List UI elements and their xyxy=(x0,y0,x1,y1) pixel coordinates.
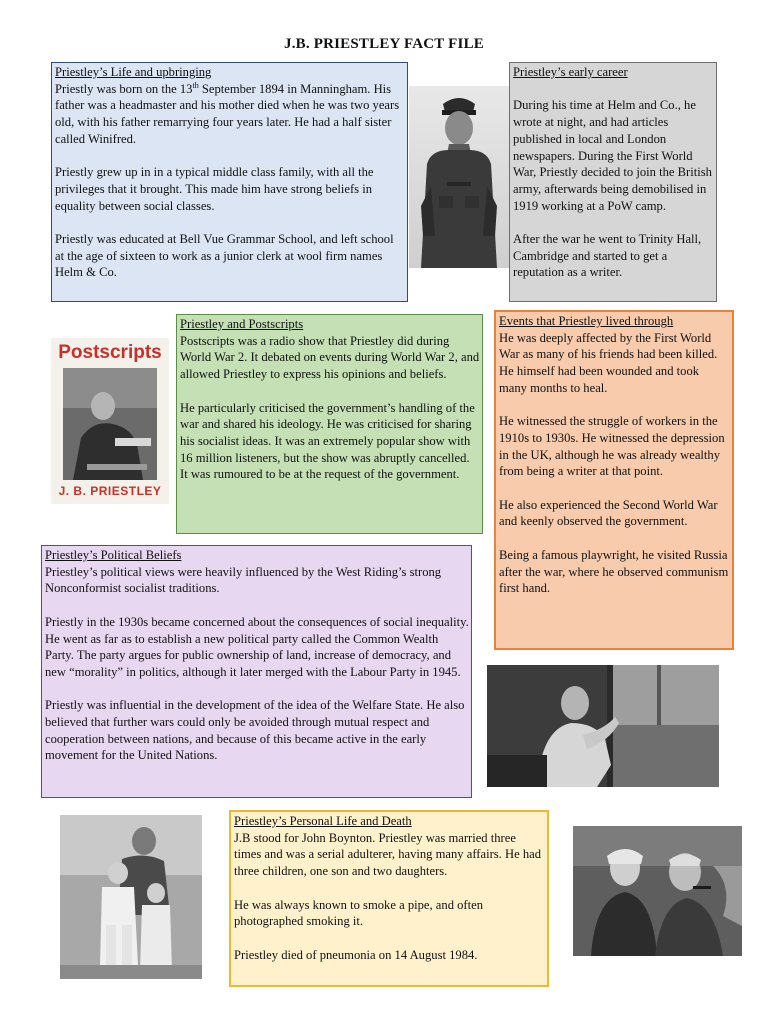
couple-photo-image xyxy=(573,826,742,956)
events-paragraph-4: Being a famous playwright, he visited Russia after the war, where he observed communism first hand. xyxy=(499,547,729,596)
man-at-window-photo xyxy=(487,665,719,787)
postscripts-paragraph-1: Postscripts was a radio show that Priestley did during World War 2. It debated on events during World War 2, and allowed Priestley to express his opinions and beliefs. xyxy=(180,333,480,382)
couple-photo xyxy=(573,826,742,956)
life-p1-superscript: th xyxy=(192,80,199,90)
postscripts-heading: Priestley and Postscripts xyxy=(180,317,304,331)
window-photo-image xyxy=(487,665,719,787)
book-cover-photo xyxy=(63,368,157,480)
soldier-portrait-photo xyxy=(409,86,509,268)
personal-life-heading: Priestley’s Personal Life and Death xyxy=(234,814,412,828)
events-box xyxy=(494,310,734,650)
events-paragraph-3: He also experienced the Second World War and keenly observed the government. xyxy=(499,497,718,529)
family-photo-image xyxy=(60,815,202,979)
life-paragraph-1 xyxy=(55,81,405,148)
political-paragraph-3: Priestly was influential in the development of the idea of the Welfare State. He also believed that further wars could only be avoided through mutual respect and cooperation between nations, and because of this became active in the early movement for the United Nations. xyxy=(45,698,465,763)
life-upbringing-box xyxy=(51,62,408,302)
political-paragraph-1: Priestley’s political views were heavily influenced by the West Riding’s strong Nonconformist socialist traditions. xyxy=(45,564,442,596)
postscripts-box xyxy=(176,314,483,534)
life-paragraph-2: Priestly grew up in in a typical middle class family, with all the privileges that it brought. This made him have strong beliefs in equality between social classes. xyxy=(55,165,374,213)
events-heading: Events that Priestley lived through xyxy=(499,314,674,328)
personal-paragraph-1: J.B stood for John Boynton. Priestley was married three times and was a serial adulterer, having many affairs. He had three children, one son and two daughters. xyxy=(234,830,541,879)
personal-paragraph-2: He was always known to smoke a pipe, and often photographed smoking it. xyxy=(234,897,484,929)
book-cover-author: J. B. PRIESTLEY xyxy=(58,484,162,498)
personal-life-box xyxy=(229,810,549,987)
page-title: J.B. PRIESTLEY FACT FILE xyxy=(284,36,484,52)
political-beliefs-box xyxy=(41,545,472,798)
political-beliefs-heading: Priestley’s Political Beliefs xyxy=(45,548,182,562)
events-paragraph-1: He was deeply affected by the First World War as many of his friends had been killed. He himself had been wounded and took many months to heal. xyxy=(499,330,718,395)
life-paragraph-3: Priestly was educated at Bell Vue Grammar School, and left school at the age of sixteen to work as a junior clerk at wool firm names Helm & Co. xyxy=(55,232,394,280)
book-cover-title: Postscripts xyxy=(58,342,162,363)
life-p1-text-cont: September 1894 in Manningham. His father was a headmaster and his mother died when he was two years old, with his father remarrying four years later. He had a half sister called Winifred. xyxy=(55,81,400,146)
career-paragraph-2: After the war he went to Trinity Hall, Cambridge and started to get a reputation as a writer. xyxy=(513,232,702,280)
political-paragraph-2: Priestly in the 1930s became concerned about the consequences of social inequality. He went as far as to establish a new political party called the Common Wealth Party. The party argues for public ownership of land, increase of democracy, and new “morality” in politics, although it later merged with the Labour Party in 1945. xyxy=(45,614,469,679)
life-upbringing-heading: Priestley’s Life and upbringing xyxy=(55,65,212,79)
family-children-photo xyxy=(60,815,202,979)
events-paragraph-2: He witnessed the struggle of workers in the 1910s to 1930s. He witnessed the depression in the UK, although he was already wealthy from being a writer at that point. xyxy=(499,414,725,479)
postscripts-book-cover xyxy=(51,338,169,504)
career-paragraph-1: During his time at Helm and Co., he wrote at night, and had articles published in local and London newspapers. During the First World War, Priestly decided to join the British army, afterwards being demobilised in 1919 working at a PoW camp. xyxy=(513,98,712,213)
postscripts-paragraph-2: He particularly criticised the government’s handling of the war and shared his ideology. He was criticised for sharing his socialist ideas. It was an extremely popular show with 16 million listeners, but the show was abruptly cancelled. It was rumoured to be at the request of the government. xyxy=(180,400,475,482)
personal-paragraph-3: Priestley died of pneumonia on 14 August 1984. xyxy=(234,947,478,962)
life-p1-text: Priestly was born on the 13 xyxy=(55,81,193,96)
soldier-photo-image xyxy=(409,86,509,268)
early-career-box xyxy=(509,62,717,302)
early-career-heading: Priestley’s early career xyxy=(513,65,628,79)
